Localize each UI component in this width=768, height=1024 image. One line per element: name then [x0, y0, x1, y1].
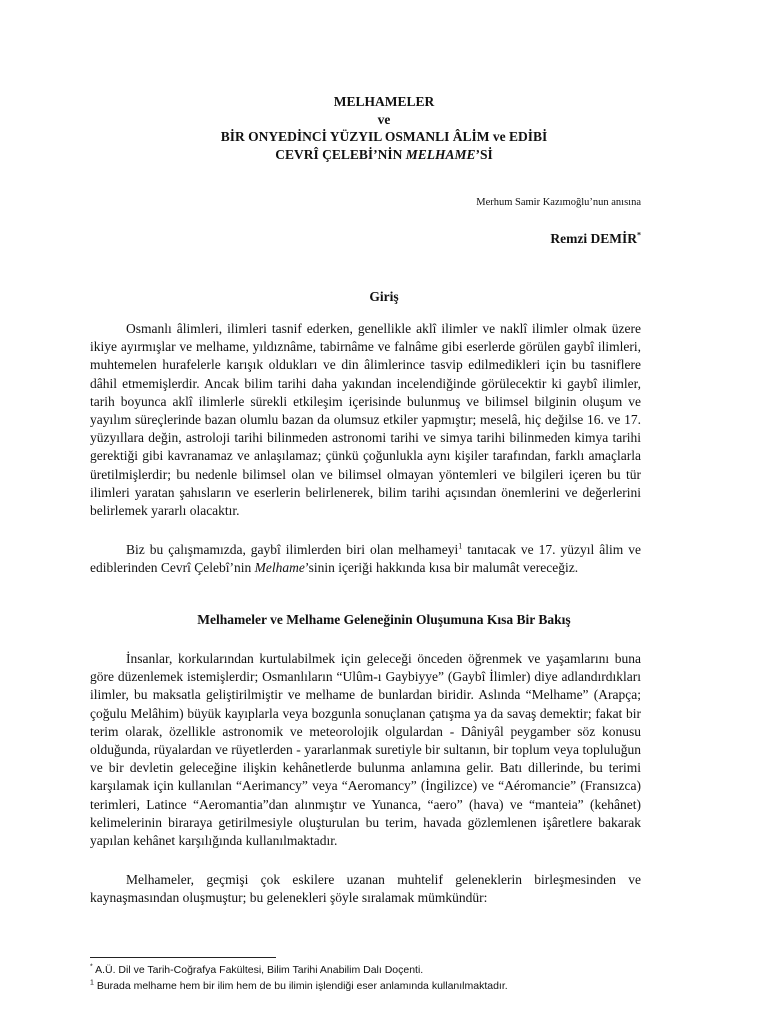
title-line-1: MELHAMELER: [333, 94, 435, 109]
paragraph-intro-2-b: tanıtacak ve 17. yüzyıl âlim ve ediblerinden Cevrî Çelebî’nin: [90, 542, 641, 576]
title-line-4-pre: CEVRÎ ÇELEBİ’NİN: [275, 146, 406, 162]
paragraph-intro-2-italic: Melhame: [254, 560, 305, 576]
paper-title: [90, 93, 678, 163]
paragraph-history-2: [90, 871, 641, 907]
paragraph-intro-1: [90, 320, 641, 520]
title-line-4-post: ’Sİ: [475, 146, 493, 162]
dedication: Merhum Samir Kazımoğlu’nun anısına: [476, 197, 641, 208]
author-name-text: Remzi DEMİR: [550, 231, 637, 246]
title-line-4: [90, 146, 678, 164]
section-heading-history: Melhameler ve Melhame Geleneğinin Oluşumuna Kısa Bir Bakış: [197, 612, 571, 627]
footnote-divider: [90, 957, 276, 958]
title-line-3: BİR ONYEDİNCİ YÜZYIL OSMANLI ÂLİM ve EDİBİ: [220, 129, 548, 144]
footnote-author-marker: *: [90, 963, 93, 971]
paragraph-intro-1-text: Osmanlı âlimleri, ilimleri tasnif ederken, genellikle aklî ilimler ve naklî ilimler olmak üzere ikiye ayırmışlar ve melhame, yıldıznâme, tabirnâme ve falnâme gibi eserlerde görülen gaybî ilimleri, muhtemelen hurafelerle karışık oldukları ve din âlimlerince tasvip edilmedikleri için bu tasniflere dâhil etmemişlerdir. Ancak bilim tarihi daha yakından incelendiğinde görülecektir ki gaybî ilimler, tarih boyunca aklî ilimlerle sürekli etkileşim içerisinde bulunmuş ve bilimsel bilginin oluşum ve yayılım süreçlerinde bazan olumlu bazan da olumsuz etkiler yapmıştır; meselâ, hiç değilse 16. ve 17. yüzyıllara değin, astroloji tarihi bilinmeden astronomi tarihi ve simya tarihi bilinmeden kimya tarihi gerektiği gibi kavranamaz ve anlaşılamaz; çünkü çoğunlukla aynı kişiler tarafından, farklı amaçlarla üretilmişlerdir; bu nedenle bilimsel olan ve bilimsel olmayan yöntemleri ve bilgileri içeren bu tür ilimleri yaratan şahısların ve eserlerin belirlenerek, bilim tarihi açısından önemlerini ve değerlerini belirlemek yararlı olacaktır.: [90, 321, 641, 519]
footnote-ref-1: 1: [458, 541, 463, 551]
paragraph-history-1-text: İnsanlar, korkularından kurtulabilmek için geleceği önceden öğrenmek ve yaşamlarını buna göre düzenlemek istemişlerdir; Osmanlıların “Ulûm-ı Gaybiyye” (Gaybî İlimler) diye adlandırdıkları ilimler, bu maksatla geliştirilmiştir ve melhame de bunlardan biridir. Aslında “Melhame” (Arapça; çoğulu Melâhim) büyük kayıplarla veya bozgunla sonuçlanan çatışma ya da savaş demektir; fakat bir terim olarak, özellikle astronomik ve meteorolojik olgulardan - Dâniyâl peygamber söz konusu olduğunda, rüyalardan ve rüyetlerden - yararlanmak suretiyle bir sultanın, bir toplum veya topluluğun ve bir devletin geleceğine ilişkin kehânetlerde bulunma anlamına gelir. Batı dillerinde, bu terimi karşılamak için kullanılan “Aerimancy” veya “Aeromancy” (İngilizce) ve “Aéromancie” (Fransızca) terimleri, Latince “Aeromantia”dan alınmıştır ve Yunanca, “aero” (hava) ve “manteia” (kehânet) kelimelerinin biraraya getirilmesiyle oluşturulan bu terim, havada gözlemlenen işâretlere bakarak yapılan kehânet karşılığında kullanılmaktadır.: [90, 651, 641, 849]
title-line-2: ve: [377, 111, 391, 127]
paragraph-intro-2-a: Biz bu çalışmamızda, gaybî ilimlerden biri olan melhameyi: [126, 542, 459, 557]
paragraph-history-1: [90, 650, 641, 850]
footnote-author-text: A.Ü. Dil ve Tarih-Coğrafya Fakültesi, Bilim Tarihi Anabilim Dalı Doçenti.: [92, 964, 424, 976]
author-name: [550, 231, 641, 247]
paragraph-intro-2-c: ’sinin içeriği hakkında kısa bir malumât vereceğiz.: [304, 560, 579, 576]
footnote-1: [90, 980, 650, 993]
paragraph-history-2-text: Melhameler, geçmişi çok eskilere uzanan muhtelif geleneklerin birleşmesinden ve kaynaşmasından oluşmuştur; bu gelenekleri şöyle sıralamak mümkündür:: [90, 872, 641, 906]
footnote-1-text: Burada melhame hem bir ilim hem de bu ilimin işlendiği eser anlamında kullanılmaktadır.: [93, 980, 508, 992]
footnote-author: [90, 964, 650, 977]
paragraph-intro-2: [90, 541, 641, 577]
title-line-4-italic: MELHAME: [405, 146, 476, 162]
section-heading-intro: Giriş: [369, 289, 399, 304]
footnote-1-marker: 1: [90, 979, 94, 987]
author-footnote-marker: *: [637, 230, 641, 240]
